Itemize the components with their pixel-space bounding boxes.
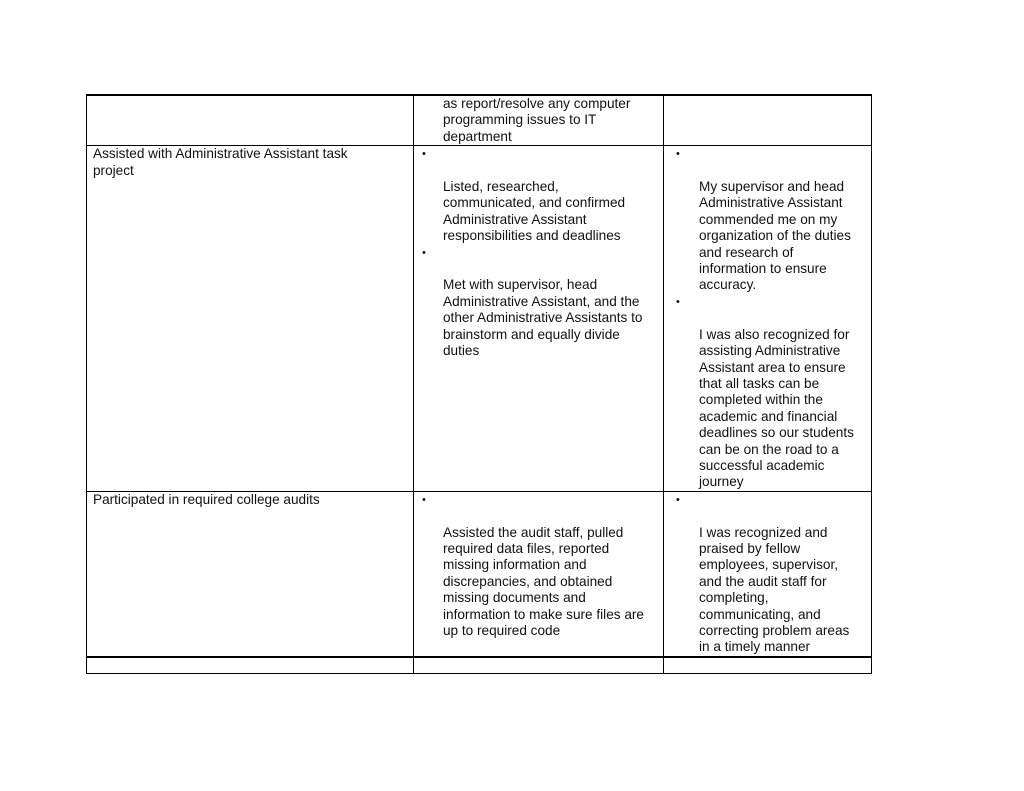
bullet-icon: •	[422, 246, 426, 259]
list-item-text: Assisted the audit staff, pulled required data files, reported missing information and discrepancies, and obtained missing documents and information to make sure files are up to required code	[443, 524, 644, 638]
action-list	[414, 146, 663, 359]
bullet-icon: •	[422, 493, 426, 506]
list-item-text: I was also recognized for assisting Administrative Assistant area to ensure that all tasks can be completed within the academic and financial deadlines so our students can be on the road to a successful academic journey	[699, 326, 854, 490]
task-text: Assisted with Administrative Assistant task project	[93, 146, 348, 178]
table-cell	[87, 95, 414, 146]
table-cell	[414, 657, 664, 674]
table-row	[87, 95, 872, 146]
table-row	[87, 146, 872, 492]
task-text: Participated in required college audits	[93, 491, 320, 507]
table-row	[87, 657, 872, 674]
list-item	[664, 146, 871, 294]
list-item-text: My supervisor and head Administrative Assistant commended me on my organization of the duties and research of information to ensure accuracy.	[699, 179, 851, 293]
table-cell	[664, 491, 872, 657]
list-item	[414, 245, 663, 360]
list-item	[414, 146, 663, 244]
table-cell	[664, 146, 872, 492]
table-cell	[414, 146, 664, 492]
action-continuation-text: as report/resolve any computer programming issues to IT department	[443, 96, 631, 144]
table-cell	[414, 491, 664, 657]
table-cell	[664, 657, 872, 674]
table-cell	[87, 491, 414, 657]
bullet-icon: •	[676, 148, 680, 161]
result-list	[664, 146, 871, 491]
list-item	[414, 492, 663, 640]
bullet-icon: •	[676, 295, 680, 308]
list-item	[664, 492, 871, 656]
table-cell	[87, 146, 414, 492]
table-cell	[87, 657, 414, 674]
list-item-text: Met with supervisor, head Administrative Assistant, and the other Administrative Assistants to brainstorm and equally divide duties	[443, 277, 643, 359]
table-row	[87, 491, 872, 657]
bullet-icon: •	[676, 493, 680, 506]
action-list	[414, 492, 663, 640]
accomplishments-table	[86, 94, 872, 674]
list-item-text: I was recognized and praised by fellow employees, supervisor, and the audit staff for completing, communicating, and correcting problem areas in a timely manner	[699, 524, 850, 655]
table-cell	[414, 95, 664, 146]
list-item	[664, 294, 871, 491]
bullet-icon: •	[422, 148, 426, 161]
table-cell	[664, 95, 872, 146]
result-list	[664, 492, 871, 656]
list-item-text: Listed, researched, communicated, and confirmed Administrative Assistant responsibilities and deadlines	[443, 179, 626, 244]
